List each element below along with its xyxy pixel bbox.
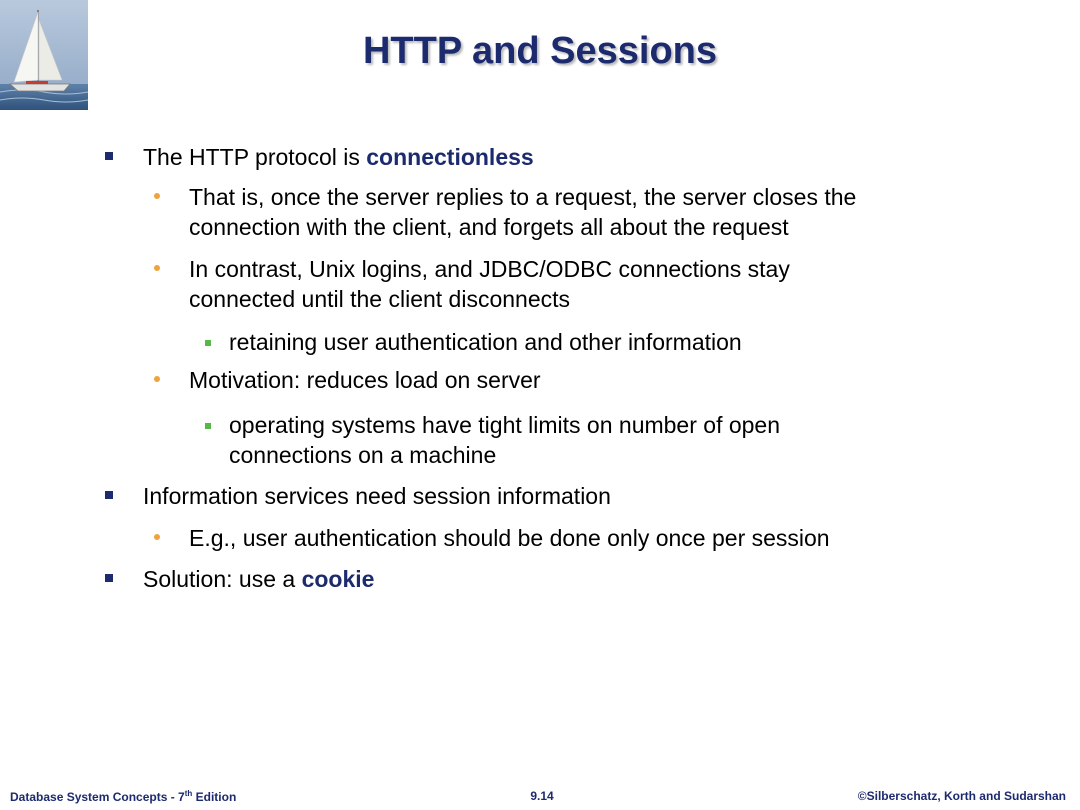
bullet-session-info: Information services need session information <box>143 483 611 509</box>
keyword-connectionless: connectionless <box>366 144 534 170</box>
bullet-dot-icon <box>154 376 160 382</box>
bullet-unix-logins: In contrast, Unix logins, and JDBC/ODBC connections stay connected until the client disconnects <box>189 256 790 312</box>
bullet-square-icon <box>105 152 113 160</box>
slide-title: HTTP and Sessions <box>362 30 718 72</box>
bullet-small-square-icon <box>205 340 211 346</box>
bullet-square-icon <box>105 574 113 582</box>
bullet-auth-once: E.g., user authentication should be done only once per session <box>189 525 830 551</box>
bullet-solution-cookie <box>143 564 1023 594</box>
bullet-server-closes: That is, once the server replies to a request, the server closes the connection with the client, and forgets all about the request <box>189 184 857 240</box>
bullet-os-limits: operating systems have tight limits on number of open connections on a machine <box>229 412 781 468</box>
keyword-cookie: cookie <box>301 566 375 592</box>
bullet-square-icon <box>105 491 113 499</box>
footer-book-title: Database System Concepts - 7th Edition <box>10 789 237 804</box>
footer-copyright: ©Silberschatz, Korth and Sudarshan <box>857 789 1066 803</box>
bullet-http-connectionless <box>143 142 1023 172</box>
bullet-dot-icon <box>154 265 160 271</box>
bullet-retaining-auth: retaining user authentication and other information <box>229 329 742 355</box>
bullet-text: The HTTP protocol is <box>143 144 367 170</box>
bullet-motivation: Motivation: reduces load on server <box>189 367 541 393</box>
footer-slide-number: 9.14 <box>530 789 554 803</box>
bullet-small-square-icon <box>205 423 211 429</box>
bullet-dot-icon <box>154 193 160 199</box>
bullet-dot-icon <box>154 534 160 540</box>
bullet-text: Solution: use a <box>143 566 302 592</box>
